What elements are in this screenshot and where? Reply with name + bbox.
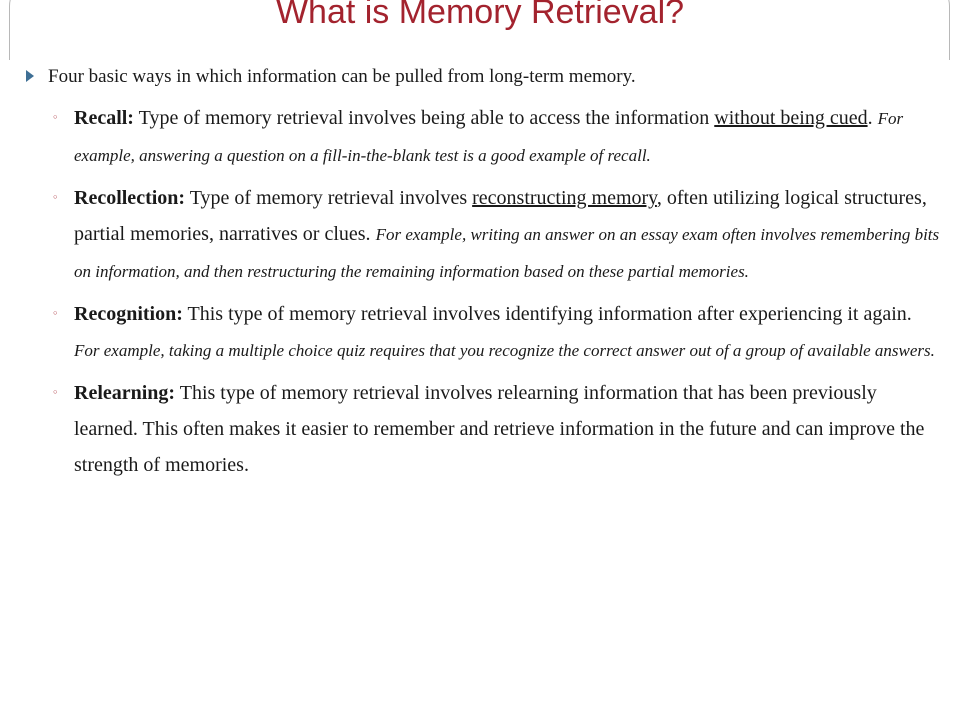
underlined-phrase: without being cued bbox=[714, 107, 868, 129]
list-item-relearning bbox=[22, 375, 942, 483]
definition-text-end: , often utilizing logical structures, partial memories, narratives or clues. bbox=[74, 187, 927, 245]
term-label: Recall: bbox=[74, 107, 134, 129]
example-text: For example, taking a multiple choice quiz requires that you recognize the correct answer out of a group of available answers. bbox=[74, 341, 935, 360]
circle-bullet-icon: ◦ bbox=[52, 386, 59, 399]
list-item-recollection bbox=[22, 180, 942, 290]
underlined-phrase: reconstructing memory bbox=[472, 187, 657, 209]
triangle-bullet-icon bbox=[26, 70, 34, 82]
list-item-recall bbox=[22, 100, 942, 174]
example-text: For example, writing an answer on an essay exam often involves remembering bits on information, and then restructuring the remaining information based on these partial memories. bbox=[74, 225, 940, 281]
circle-bullet-icon: ◦ bbox=[52, 307, 59, 320]
term-label: Recollection: bbox=[74, 187, 186, 209]
slide-title: What is Memory Retrieval? bbox=[275, 0, 685, 31]
example-text: For example, answering a question on a fill-in-the-blank test is a good example of recall. bbox=[74, 109, 904, 165]
intro-text: Four basic ways in which information can be pulled from long-term memory. bbox=[48, 66, 636, 87]
term-label: Recognition: bbox=[74, 303, 183, 325]
definition-text-end: . bbox=[867, 107, 873, 129]
definition-text: This type of memory retrieval involves relearning information that has been previously learned. This often makes it easier to remember and retrieve information in the future and can improve the strength of memories. bbox=[74, 382, 925, 476]
term-label: Relearning: bbox=[74, 382, 176, 404]
definition-text: Type of memory retrieval involves being able to access the information bbox=[138, 107, 710, 129]
definition-text: Type of memory retrieval involves bbox=[189, 187, 468, 209]
circle-bullet-icon: ◦ bbox=[52, 191, 59, 204]
circle-bullet-icon: ◦ bbox=[52, 111, 59, 124]
intro-bullet bbox=[22, 62, 942, 92]
list-item-recognition bbox=[22, 296, 942, 369]
definition-text: This type of memory retrieval involves identifying information after experiencing it again. bbox=[187, 303, 912, 325]
slide-body bbox=[22, 62, 942, 489]
